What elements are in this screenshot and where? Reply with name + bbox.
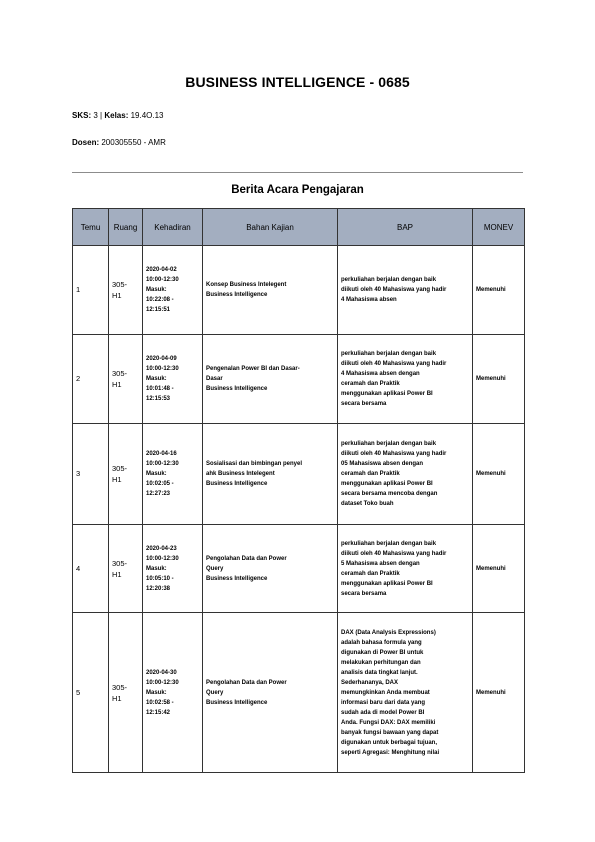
bap-cell (338, 424, 473, 525)
bahan-line: Pengolahan Data dan Power (206, 555, 287, 562)
attendance-cell (143, 424, 203, 525)
bap-cell (338, 613, 473, 773)
header-bahan-kajian: Bahan Kajian (203, 209, 338, 246)
bahan-line: Dasar (206, 376, 223, 382)
room-line: H1 (112, 569, 122, 579)
room-line: 305- (112, 369, 128, 378)
bap-table (72, 208, 525, 773)
table-row (73, 246, 525, 335)
bahan-line: Pengolahan Data dan Power (206, 679, 287, 686)
attendance-line: 12:20:38 (146, 585, 171, 592)
attendance-line: 10:00-12:30 (146, 461, 179, 467)
bap-line: memungkinkan Anda membuat (341, 689, 430, 696)
meeting-number: 5 (73, 613, 109, 773)
bap-cell (338, 335, 473, 424)
bap-line: digunakan untuk berbagai tujuan, (341, 739, 438, 746)
bap-line: seperti Agregasi: Menghitung nilai (341, 749, 440, 756)
bap-line: DAX (Data Analysis Expressions) (341, 629, 436, 636)
meeting-number: 1 (73, 246, 109, 335)
bahan-line: Query (206, 565, 224, 572)
attendance-line: Masuk: (146, 376, 167, 382)
bahan-cell (203, 335, 338, 424)
bap-line: banyak fungsi bawaan yang dapat (341, 729, 439, 736)
dosen-label: Dosen: (72, 138, 100, 147)
attendance-line: 10:02:05 - (146, 481, 174, 487)
bap-line: informasi baru dari data yang (341, 699, 426, 706)
bahan-cell (203, 246, 338, 335)
attendance-line: 10:00-12:30 (146, 679, 179, 686)
room-cell (109, 613, 143, 773)
bap-line: menggunakan aplikasi Power BI (341, 481, 433, 487)
attendance-line: 12:15:53 (146, 396, 171, 402)
room-line: 305- (112, 464, 128, 473)
bap-line: diikuti oleh 40 Mahasiswa yang hadir (341, 361, 447, 367)
meeting-number: 4 (73, 525, 109, 613)
table-row (73, 613, 525, 773)
bap-line: adalah bahasa formula yang (341, 639, 422, 646)
section-title: Berita Acara Pengajaran (231, 184, 364, 196)
bap-line: 4 Mahasiswa absen (341, 297, 397, 303)
room-line: H1 (112, 380, 122, 389)
table-row (73, 525, 525, 613)
bap-line: secara bersama mencoba dengan (341, 491, 438, 497)
course-meta: SKS: 3 | Kelas: 19.4O.13 (72, 111, 164, 120)
room-line: 305- (112, 682, 128, 692)
room-line: 305- (112, 558, 128, 568)
table-header-row (73, 209, 525, 246)
attendance-cell (143, 246, 203, 335)
bahan-cell (203, 613, 338, 773)
room-cell (109, 525, 143, 613)
attendance-line: 10:05:10 - (146, 575, 174, 582)
bap-line: ceramah dan Praktik (341, 570, 400, 577)
monev-status: Memenuhi (473, 246, 525, 335)
room-cell (109, 424, 143, 525)
meeting-number: 3 (73, 424, 109, 525)
bahan-line: Business Intelligence (206, 699, 268, 706)
attendance-line: 2020-04-02 (146, 267, 177, 273)
attendance-line: Masuk: (146, 689, 167, 696)
bap-cell (338, 525, 473, 613)
room-cell (109, 335, 143, 424)
bap-line: 05 Mahasiswa absen dengan (341, 461, 424, 467)
bap-line: diikuti oleh 40 Mahasiswa yang hadir (341, 550, 447, 557)
attendance-line: 10:02:58 - (146, 699, 174, 706)
attendance-cell (143, 335, 203, 424)
kelas-value: 19.4O.13 (130, 111, 164, 120)
attendance-line: 2020-04-23 (146, 545, 177, 552)
header-ruang: Ruang (109, 209, 143, 246)
bap-line: perkuliahan berjalan dengan baik (341, 441, 437, 447)
bahan-line: Business Intelligence (206, 575, 268, 582)
attendance-line: 2020-04-30 (146, 669, 177, 676)
bap-line: secara bersama (341, 401, 387, 407)
bap-cell (338, 246, 473, 335)
bap-line: ceramah dan Praktik (341, 471, 400, 477)
lecturer-meta (72, 138, 166, 147)
monev-status: Memenuhi (473, 525, 525, 613)
attendance-line: 2020-04-09 (146, 356, 177, 362)
attendance-line: 10:00-12:30 (146, 555, 179, 562)
attendance-line: 12:15:42 (146, 709, 171, 716)
room-line: H1 (112, 693, 122, 703)
room-cell (109, 246, 143, 335)
bap-line: 5 Mahasiswa absen dengan (341, 560, 420, 567)
room-line: H1 (112, 475, 122, 484)
bap-line: diikuti oleh 40 Mahasiswa yang hadir (341, 451, 447, 457)
attendance-line: 10:00-12:30 (146, 277, 179, 283)
attendance-line: 10:01:48 - (146, 386, 174, 392)
course-title: BUSINESS INTELLIGENCE - 0685 (185, 74, 410, 90)
sks-value: 3 (93, 111, 98, 120)
bap-line: menggunakan aplikasi Power BI (341, 580, 433, 587)
bap-line: perkuliahan berjalan dengan baik (341, 277, 437, 283)
bap-line: dataset Toko buah (341, 501, 394, 507)
bahan-line: Business Intelligence (206, 386, 268, 392)
bap-line: 4 Mahasiswa absen dengan (341, 371, 420, 377)
bap-line: analisis data tingkat lanjut. (341, 669, 418, 676)
attendance-line: 2020-04-16 (146, 451, 177, 457)
bahan-line: Business Intelligence (206, 292, 268, 298)
table-row (73, 424, 525, 525)
attendance-cell (143, 525, 203, 613)
attendance-line: Masuk: (146, 471, 167, 477)
bahan-line: Pengenalan Power BI dan Dasar- (206, 366, 300, 372)
dosen-value: 200305550 - AMR (101, 138, 166, 147)
bap-line: menggunakan aplikasi Power BI (341, 391, 433, 397)
bap-line: sudah ada di model Power BI (341, 709, 425, 716)
bap-line: melakukan perhitungan dan (341, 659, 421, 666)
header-bap: BAP (338, 209, 473, 246)
bahan-cell (203, 424, 338, 525)
bap-line: secara bersama (341, 590, 387, 597)
sks-label: SKS: (72, 111, 92, 120)
attendance-line: Masuk: (146, 565, 167, 572)
bahan-cell (203, 525, 338, 613)
header-temu: Temu (73, 209, 109, 246)
monev-status: Memenuhi (473, 613, 525, 773)
monev-status: Memenuhi (473, 424, 525, 525)
kelas-label: Kelas: (104, 111, 129, 120)
bap-line: perkuliahan berjalan dengan baik (341, 540, 437, 547)
bap-line: ceramah dan Praktik (341, 381, 400, 387)
meeting-number: 2 (73, 335, 109, 424)
bap-line: diikuti oleh 40 Mahasiswa yang hadir (341, 287, 447, 293)
room-line: 305- (112, 280, 128, 289)
attendance-line: 10:00-12:30 (146, 366, 179, 372)
bahan-line: Konsep Business Intelegent (206, 282, 287, 288)
room-line: H1 (112, 291, 122, 300)
bap-line: digunakan di Power BI untuk (341, 649, 424, 656)
bap-line: perkuliahan berjalan dengan baik (341, 351, 437, 357)
bap-line: Anda. Fungsi DAX: DAX memiliki (341, 719, 436, 726)
attendance-line: 10:22:08 - (146, 297, 174, 303)
header-kehadiran: Kehadiran (143, 209, 203, 246)
attendance-line: 12:27:23 (146, 491, 171, 497)
bahan-line: Query (206, 689, 224, 696)
bahan-line: ahk Business Intelegent (206, 471, 275, 477)
bahan-line: Sosialisasi dan bimbingan penyel (206, 461, 303, 467)
header-monev: MONEV (473, 209, 525, 246)
bahan-line: Business Intelligence (206, 481, 268, 487)
bap-line: Sederhananya, DAX (341, 679, 399, 686)
attendance-line: 12:15:51 (146, 307, 171, 313)
attendance-line: Masuk: (146, 287, 167, 293)
divider (72, 172, 523, 173)
table-row (73, 335, 525, 424)
attendance-cell (143, 613, 203, 773)
monev-status: Memenuhi (473, 335, 525, 424)
